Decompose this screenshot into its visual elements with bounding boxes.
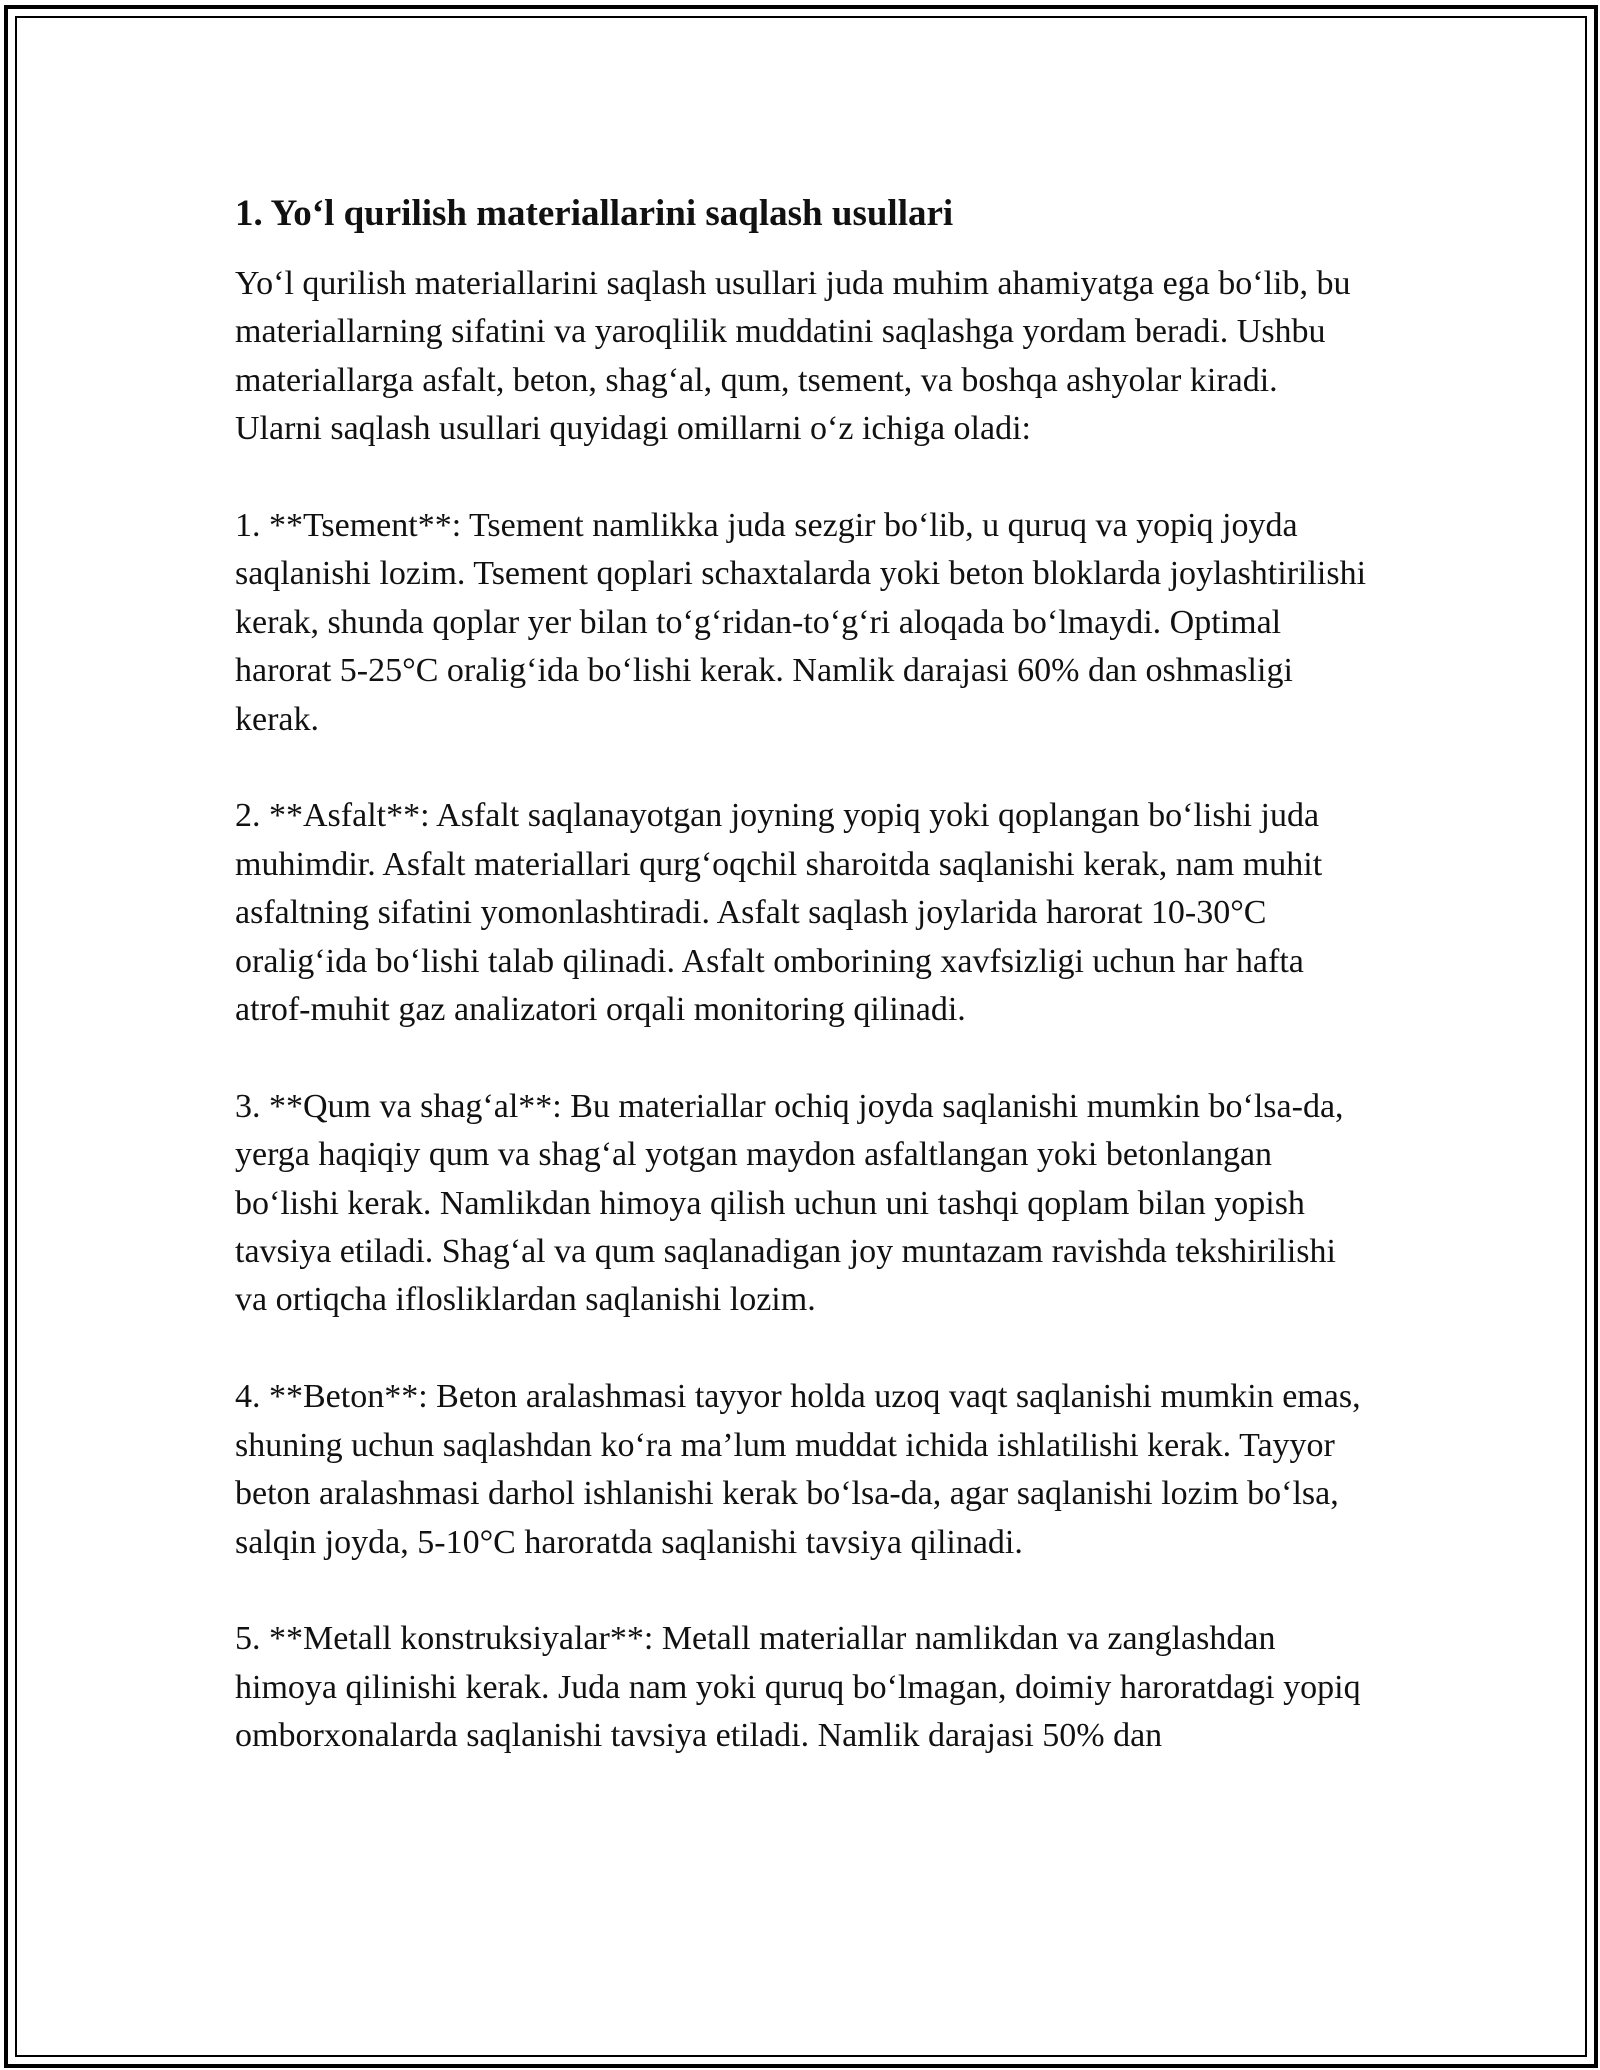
paragraph-qum-shagal: 3. **Qum va shag‘al**: Bu materiallar ochiq joyda saqlanishi mumkin bo‘lsa-da, yerga haqiqiy qum va shag‘al yotgan maydon asfaltlangan yoki betonlangan bo‘lishi kerak. Namlikdan himoya qilish uchun uni tashqi qoplam bilan yopish tavsiya etiladi. Shag‘al va qum saqlanadigan joy muntazam ravishda tekshirilishi va ortiqcha iflosliklardan saqlanishi lozim. — [235, 1087, 1344, 1319]
paragraph-intro: Yo‘l qurilish materiallarini saqlash usullari juda muhim ahamiyatga ega bo‘lib, bu materiallarning sifatini va yaroqlilik muddatini saqlashga yordam beradi. Ushbu materiallarga asfalt, beton, shag‘al, qum, tsement, va boshqa ashyolar kiradi. Ularni saqlash usullari quyidagi omillarni o‘z ichiga oladi: — [235, 265, 1351, 448]
paragraph-beton: 4. **Beton**: Beton aralashmasi tayyor holda uzoq vaqt saqlanishi mumkin emas, shuning uchun saqlashdan ko‘ra ma’lum muddat ichida ishlatilishi kerak. Tayyor beton aralashmasi darhol ishlanishi kerak bo‘lsa-da, agar saqlanishi lozim bo‘lsa, salqin joyda, 5-10°C haroratda saqlanishi tavsiya qilinadi. — [235, 1378, 1361, 1561]
paragraph-asfalt: 2. **Asfalt**: Asfalt saqlanayotgan joyning yopiq yoki qoplangan bo‘lishi juda muhimdir. Asfalt materiallari qurg‘oqchil sharoitda saqlanishi kerak, nam muhit asfaltning sifatini yomonlashtiradi. Asfalt saqlash joylarida harorat 10-30°C oralig‘ida bo‘lishi talab qilinadi. Asfalt omborining xavfsizligi uchun har hafta atrof-muhit gaz analizatori orqali monitoring qilinadi. — [235, 797, 1323, 1029]
paragraph-metall: 5. **Metall konstruksiyalar**: Metall materiallar namlikdan va zanglashdan himoya qilinishi kerak. Juda nam yoki quruq bo‘lmagan, doimiy haroratdagi yopiq omborxonalarda saqlanishi tavsiya etiladi. Namlik darajasi 50% dan — [235, 1620, 1361, 1755]
paragraph-tsement: 1. **Tsement**: Tsement namlikka juda sezgir bo‘lib, u quruq va yopiq joyda saqlanishi lozim. Tsement qoplari schaxtalarda yoki beton bloklarda joylashtirilishi kerak, shunda qoplar yer bilan to‘g‘ridan-to‘g‘ri aloqada bo‘lmaydi. Optimal harorat 5-25°C oralig‘ida bo‘lishi kerak. Namlik darajasi 60% dan oshmasligi kerak. — [235, 507, 1367, 738]
document-title: 1. Yo‘l qurilish materiallarini saqlash usullari — [235, 193, 954, 234]
document-content — [235, 188, 1370, 1761]
